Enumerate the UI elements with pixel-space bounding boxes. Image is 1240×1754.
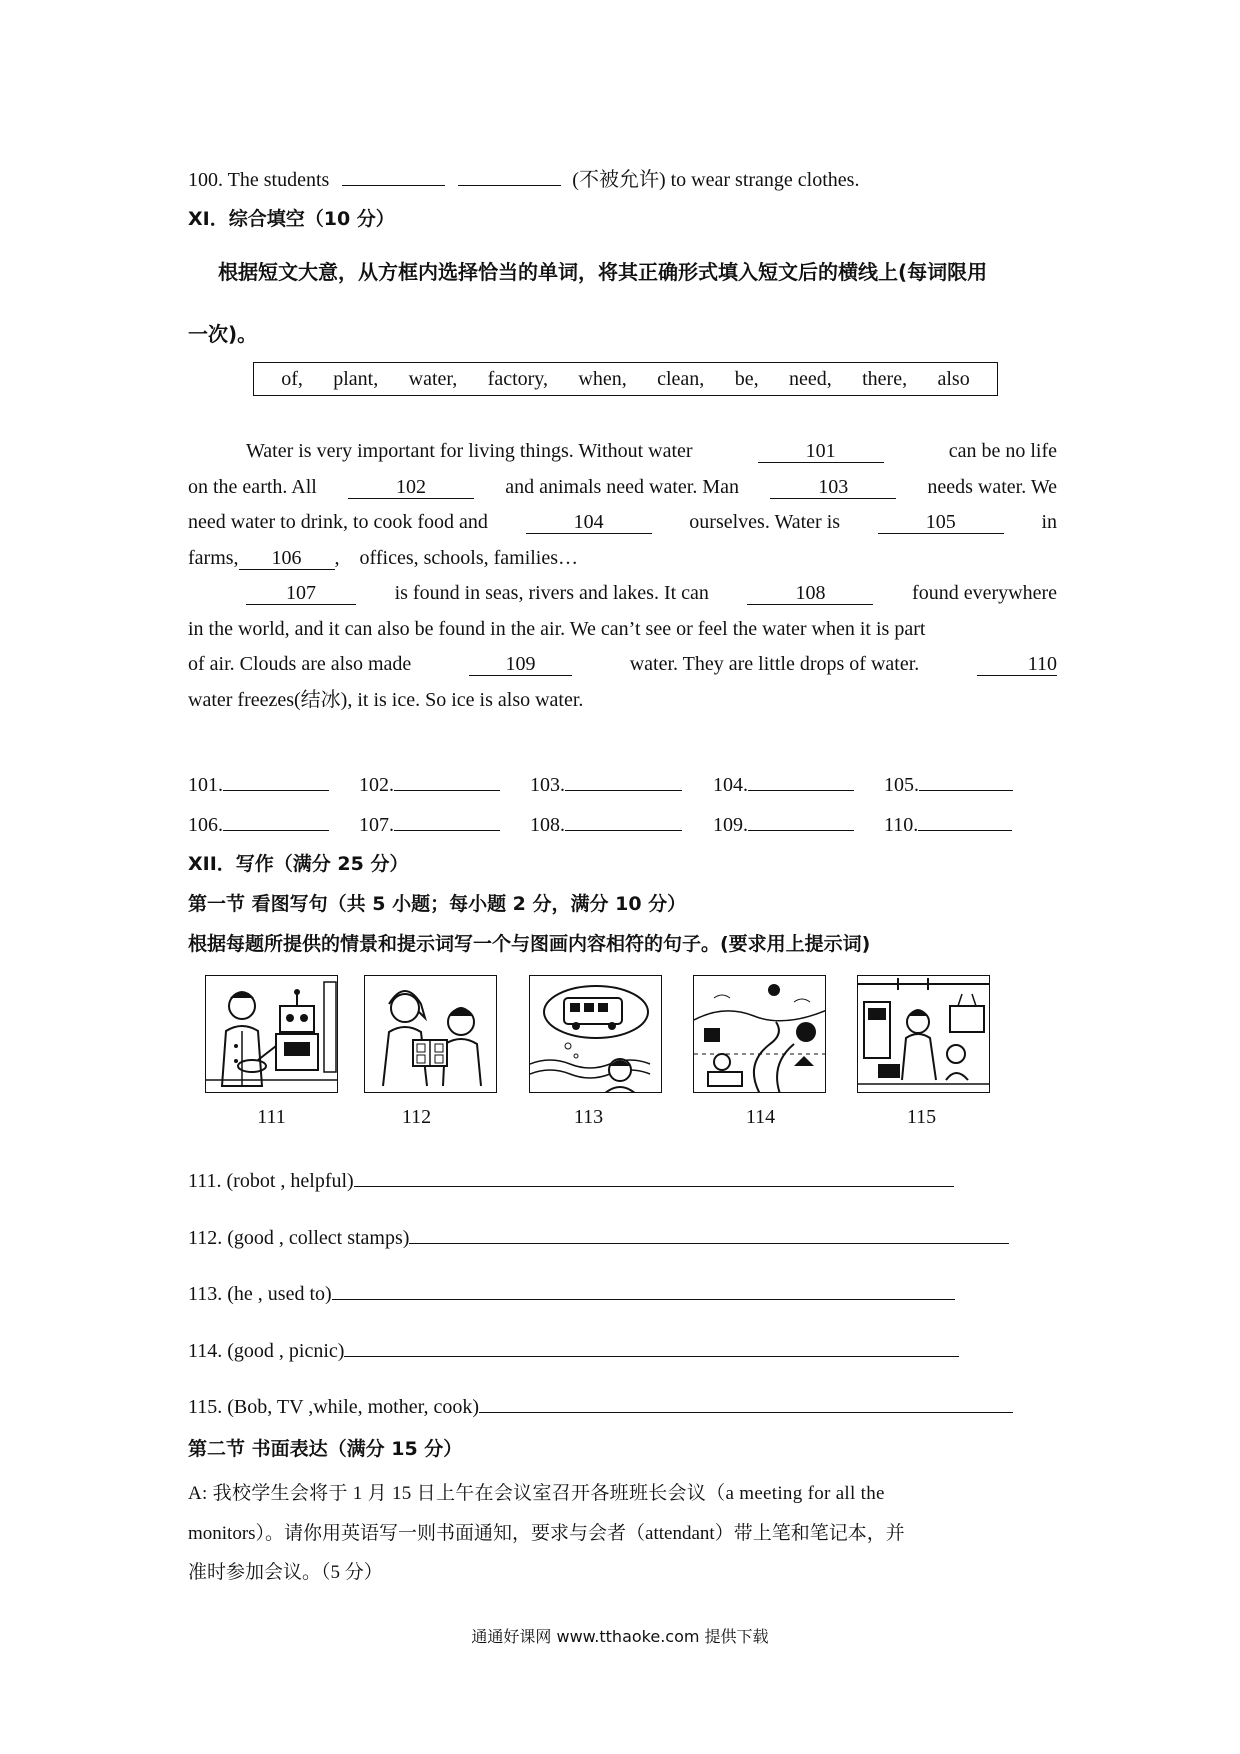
passage-text: of air. Clouds are also made bbox=[188, 653, 412, 675]
answer-row-2 bbox=[188, 808, 1024, 837]
answer-label: 107. bbox=[359, 814, 394, 836]
passage-line bbox=[188, 683, 1057, 719]
word-bank-item: of, bbox=[281, 367, 303, 390]
picture-label: 111 bbox=[257, 1106, 286, 1128]
picture-112 bbox=[364, 975, 497, 1093]
part-1-title: 第一节 看图写句（共 5 小题；每小题 2 分，满分 10 分） bbox=[188, 893, 687, 915]
sentence-113 bbox=[188, 1277, 955, 1306]
q100-blank-2[interactable] bbox=[458, 185, 561, 186]
word-bank-item: need, bbox=[788, 367, 832, 390]
sentence-115 bbox=[188, 1390, 1013, 1419]
blank-104[interactable]: 104 bbox=[526, 511, 652, 534]
picture-111 bbox=[205, 975, 338, 1093]
answer-field-115[interactable] bbox=[479, 1390, 1013, 1413]
question-100 bbox=[188, 163, 859, 192]
passage-text: in bbox=[1041, 511, 1057, 533]
part-1-instruction: 根据每题所提供的情景和提示词写一个与图画内容相符的句子。(要求用上提示词) bbox=[188, 933, 871, 955]
blank-109[interactable]: 109 bbox=[469, 653, 572, 676]
sentence-112 bbox=[188, 1221, 1009, 1250]
passage-line bbox=[188, 647, 1057, 683]
passage-text: water. They are little drops of water. bbox=[629, 653, 920, 675]
passage-text: need water to drink, to cook food and bbox=[188, 511, 488, 533]
blank-106[interactable]: 106 bbox=[239, 547, 335, 570]
passage-text: found everywhere bbox=[912, 582, 1057, 604]
picture-114 bbox=[693, 975, 826, 1093]
section-12-title: XII．写作（满分 25 分） bbox=[188, 853, 409, 875]
word-bank-item: there, bbox=[862, 367, 908, 390]
passage-text: can be no life bbox=[948, 440, 1057, 462]
sentence-111 bbox=[188, 1164, 954, 1193]
passage-text: is found in seas, rivers and lakes. It can bbox=[394, 582, 709, 604]
hint-text: 114. (good , picnic) bbox=[188, 1340, 345, 1362]
word-bank-item: plant, bbox=[333, 367, 379, 390]
word-bank-item: factory, bbox=[487, 367, 548, 390]
hint-text: 111. (robot , helpful) bbox=[188, 1170, 354, 1192]
passage-text: in the world, and it can also be found in the air. We can’t see or feel the water when it is part bbox=[188, 617, 926, 640]
picture-label: 113 bbox=[573, 1106, 604, 1128]
answer-field-112[interactable] bbox=[409, 1221, 1009, 1244]
answer-label: 105. bbox=[884, 774, 919, 796]
picture-label: 112 bbox=[401, 1106, 432, 1128]
passage-text: needs water. We bbox=[927, 475, 1057, 498]
q100-prefix: 100. The students bbox=[188, 169, 330, 191]
word-bank-box bbox=[253, 362, 998, 396]
passage-text: Water is very important for living things. Without water bbox=[246, 440, 693, 462]
passage-text: water freezes(结冰), it is ice. So ice is also water. bbox=[188, 688, 584, 711]
passage-line bbox=[188, 576, 1057, 612]
q100-hint: (不被允许) bbox=[572, 169, 666, 191]
word-bank-item: clean, bbox=[657, 367, 705, 390]
answer-field-103[interactable] bbox=[565, 768, 682, 791]
passage-text: farms, bbox=[188, 546, 239, 569]
blank-102[interactable]: 102 bbox=[348, 476, 474, 499]
word-bank-item: also bbox=[937, 367, 970, 390]
blank-105[interactable]: 105 bbox=[878, 511, 1004, 534]
blank-107[interactable]: 107 bbox=[246, 582, 356, 605]
q100-blank-1[interactable] bbox=[342, 185, 445, 186]
passage-line bbox=[188, 541, 1057, 577]
section-11-instruction-2: 一次)。 bbox=[188, 322, 258, 346]
picture-113 bbox=[529, 975, 662, 1093]
answer-field-102[interactable] bbox=[394, 768, 500, 791]
answer-label: 108. bbox=[530, 814, 565, 836]
answer-label: 110. bbox=[884, 814, 919, 836]
hint-text: 113. (he , used to) bbox=[188, 1283, 332, 1305]
answer-field-104[interactable] bbox=[748, 768, 854, 791]
cloze-passage bbox=[188, 434, 1057, 718]
blank-103[interactable]: 103 bbox=[770, 476, 896, 499]
answer-label: 109. bbox=[713, 814, 748, 836]
answer-field-108[interactable] bbox=[565, 808, 682, 831]
picture-label: 115 bbox=[906, 1106, 937, 1128]
answer-field-107[interactable] bbox=[394, 808, 500, 831]
answer-field-109[interactable] bbox=[748, 808, 854, 831]
passage-text: ourselves. Water is bbox=[689, 511, 841, 533]
answer-label: 103. bbox=[530, 774, 565, 796]
answer-field-101[interactable] bbox=[223, 768, 329, 791]
word-bank-item: be, bbox=[734, 367, 759, 390]
answer-field-110[interactable] bbox=[918, 808, 1012, 831]
answer-field-106[interactable] bbox=[223, 808, 329, 831]
passage-text: and animals need water. Man bbox=[505, 475, 740, 498]
blank-101[interactable]: 101 bbox=[758, 440, 884, 463]
answer-field-114[interactable] bbox=[344, 1334, 959, 1357]
section-11-title: XI．综合填空（10 分） bbox=[188, 208, 395, 230]
answer-label: 101. bbox=[188, 774, 223, 796]
blank-108[interactable]: 108 bbox=[747, 582, 873, 605]
picture-115 bbox=[857, 975, 990, 1093]
word-bank-item: water, bbox=[408, 367, 458, 390]
part-2-line-2: monitors）。请你用英语写一则书面通知，要求与会者（attendant）带上笔和笔记本，并 bbox=[188, 1523, 905, 1544]
word-bank-item: when, bbox=[578, 367, 627, 390]
part-2-title: 第二节 书面表达（满分 15 分） bbox=[188, 1438, 463, 1460]
answer-label: 104. bbox=[713, 774, 748, 796]
blank-110[interactable]: 110 bbox=[977, 653, 1057, 676]
answer-field-105[interactable] bbox=[919, 768, 1013, 791]
passage-text: on the earth. All bbox=[188, 475, 317, 498]
hint-text: 112. (good , collect stamps) bbox=[188, 1227, 410, 1249]
section-11-instruction-1: 根据短文大意，从方框内选择恰当的单词，将其正确形式填入短文后的横线上(每词限用 bbox=[218, 260, 988, 284]
footer-text: 通通好课网 www.tthaoke.com 提供下载 bbox=[471, 1627, 769, 1646]
passage-line bbox=[188, 434, 1057, 470]
answer-row-1 bbox=[188, 768, 1024, 797]
part-2-line-1: A: 我校学生会将于 1 月 15 日上午在会议室召开各班班长会议（a meeting for all the bbox=[188, 1483, 885, 1504]
picture-label: 114 bbox=[745, 1106, 776, 1128]
answer-field-111[interactable] bbox=[354, 1164, 954, 1187]
answer-field-113[interactable] bbox=[332, 1277, 955, 1300]
part-2-line-3: 准时参加会议。（5 分） bbox=[188, 1562, 383, 1583]
answer-label: 102. bbox=[359, 774, 394, 796]
passage-line bbox=[188, 470, 1057, 506]
sentence-114 bbox=[188, 1334, 959, 1363]
passage-line bbox=[188, 612, 1057, 648]
q100-suffix: to wear strange clothes. bbox=[670, 169, 860, 191]
hint-text: 115. (Bob, TV ,while, mother, cook) bbox=[188, 1396, 480, 1418]
passage-text: , offices, schools, families… bbox=[334, 546, 579, 569]
answer-label: 106. bbox=[188, 814, 223, 836]
passage-line bbox=[188, 505, 1057, 541]
